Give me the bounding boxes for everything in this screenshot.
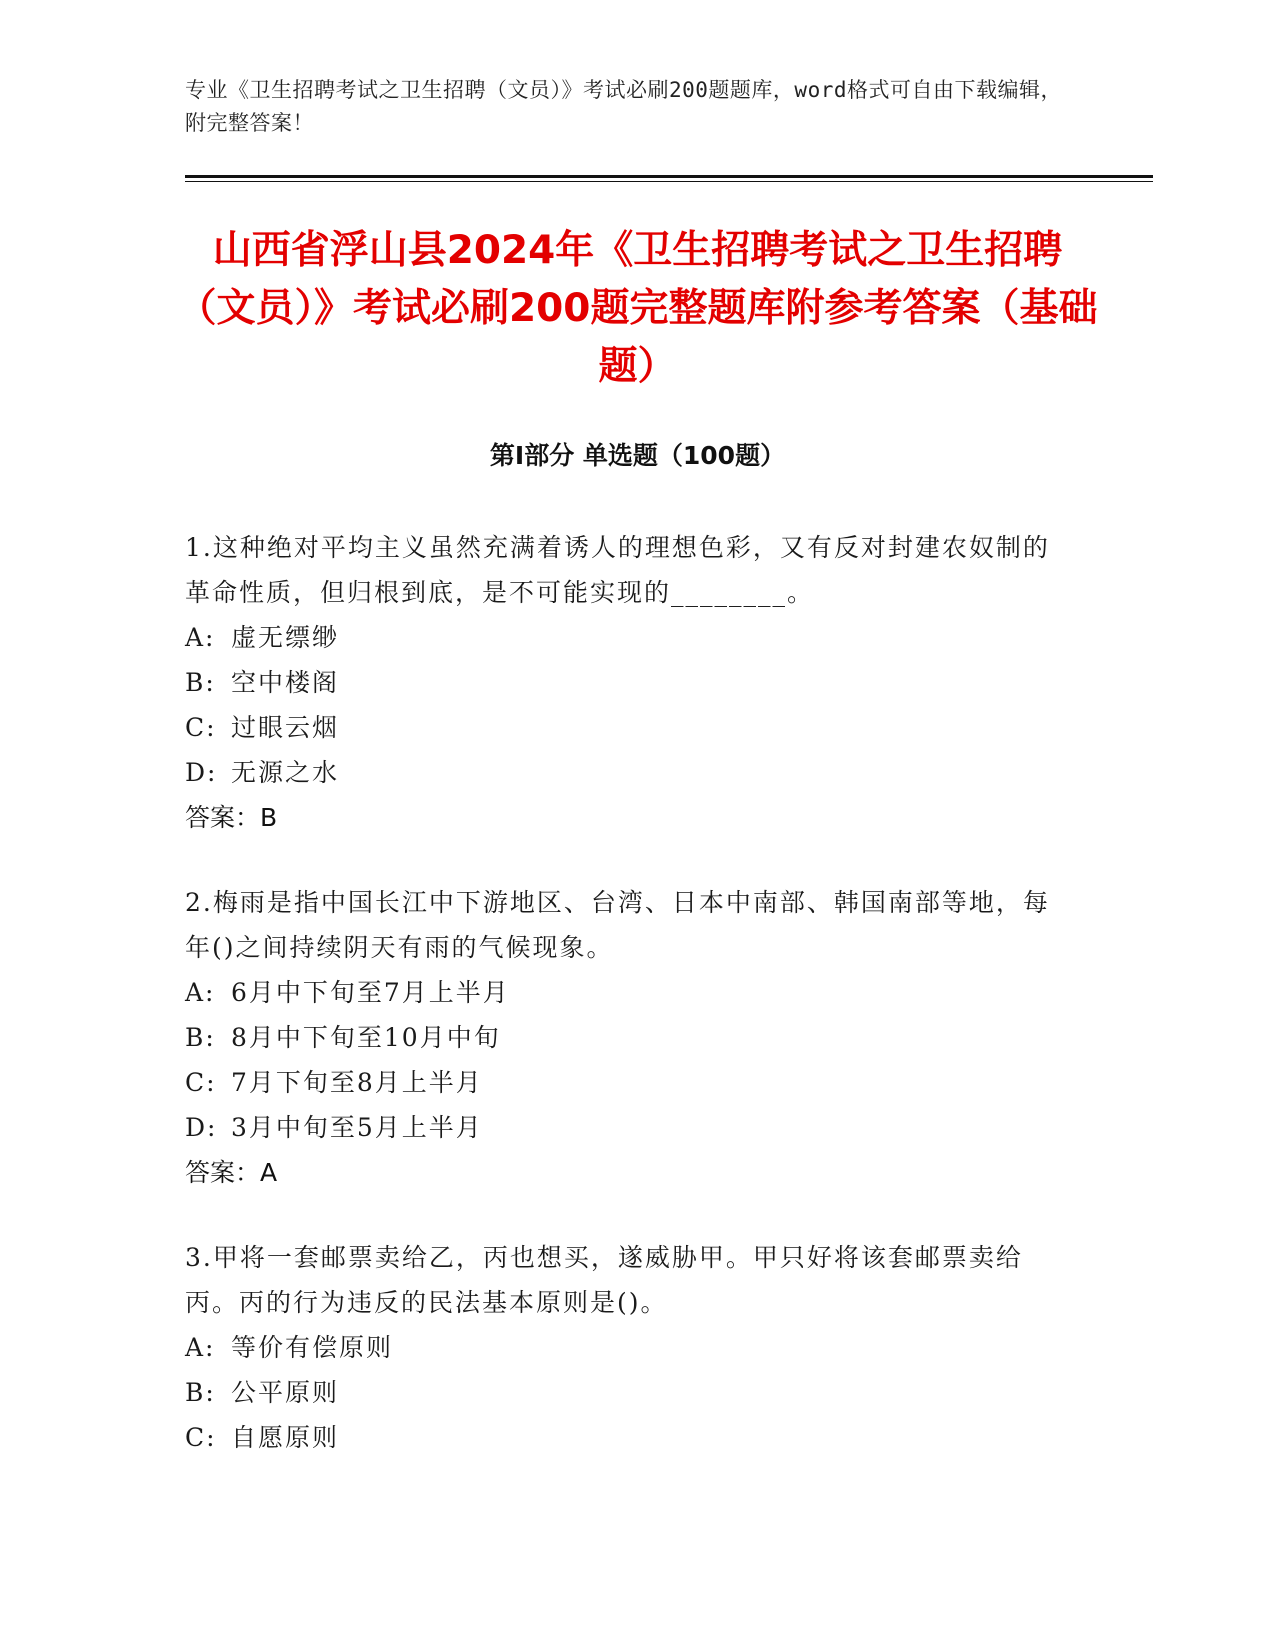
option-b	[185, 1370, 1065, 1415]
option-text: 虚无缥缈	[231, 623, 340, 652]
option-letter: B:	[185, 1023, 216, 1052]
option-letter: A:	[185, 623, 216, 652]
header-divider-thick	[185, 175, 1153, 178]
option-text: 3月中旬至5月上半月	[231, 1113, 483, 1142]
question-3	[185, 1235, 1065, 1460]
option-text: 过眼云烟	[231, 713, 340, 742]
option-letter: B:	[185, 668, 216, 697]
option-c	[185, 1415, 1065, 1460]
option-text: 7月下旬至8月上半月	[231, 1068, 483, 1097]
document-title: 山西省浮山县2024年《卫生招聘考试之卫生招聘（文员）》考试必刷200题完整题库附参考答案（基础题）	[177, 228, 1098, 389]
option-d	[185, 750, 1065, 795]
option-text: 无源之水	[231, 758, 340, 787]
question-list	[185, 525, 1065, 1500]
header-divider-thin	[185, 181, 1153, 182]
question-stem: 2.梅雨是指中国长江中下游地区、台湾、日本中南部、韩国南部等地，每年()之间持续阴天有雨的气候现象。	[185, 888, 1050, 962]
option-a	[185, 970, 1065, 1015]
option-b	[185, 660, 1065, 705]
question-stem: 3.甲将一套邮票卖给乙，丙也想买，遂威胁甲。甲只好将该套邮票卖给丙。丙的行为违反的民法基本原则是()。	[185, 1243, 1023, 1317]
answer-line: 答案：A	[185, 1158, 278, 1187]
option-d	[185, 1105, 1065, 1150]
option-letter: B:	[185, 1378, 216, 1407]
option-b	[185, 1015, 1065, 1060]
header-note: 专业《卫生招聘考试之卫生招聘（文员）》考试必刷200题题库，word格式可自由下载编辑，附完整答案！	[185, 78, 1062, 135]
option-text: 公平原则	[231, 1378, 340, 1407]
option-letter: D:	[185, 1113, 218, 1142]
section-heading: 第I部分 单选题（100题）	[489, 441, 786, 470]
option-text: 自愿原则	[231, 1423, 340, 1452]
option-c	[185, 705, 1065, 750]
option-letter: C:	[185, 713, 217, 742]
option-text: 8月中下旬至10月中旬	[231, 1023, 501, 1052]
question-stem: 1.这种绝对平均主义虽然充满着诱人的理想色彩，又有反对封建农奴制的革命性质，但归根到底，是不可能实现的________。	[185, 533, 1050, 607]
option-text: 6月中下旬至7月上半月	[231, 978, 510, 1007]
option-a	[185, 615, 1065, 660]
answer-line: 答案：B	[185, 803, 278, 832]
option-letter: D:	[185, 758, 218, 787]
option-a	[185, 1325, 1065, 1370]
question-2	[185, 880, 1065, 1195]
option-letter: A:	[185, 978, 216, 1007]
option-letter: C:	[185, 1423, 217, 1452]
option-c	[185, 1060, 1065, 1105]
question-1	[185, 525, 1065, 840]
option-text: 等价有偿原则	[231, 1333, 394, 1362]
option-text: 空中楼阁	[231, 668, 340, 697]
option-letter: A:	[185, 1333, 216, 1362]
option-letter: C:	[185, 1068, 217, 1097]
